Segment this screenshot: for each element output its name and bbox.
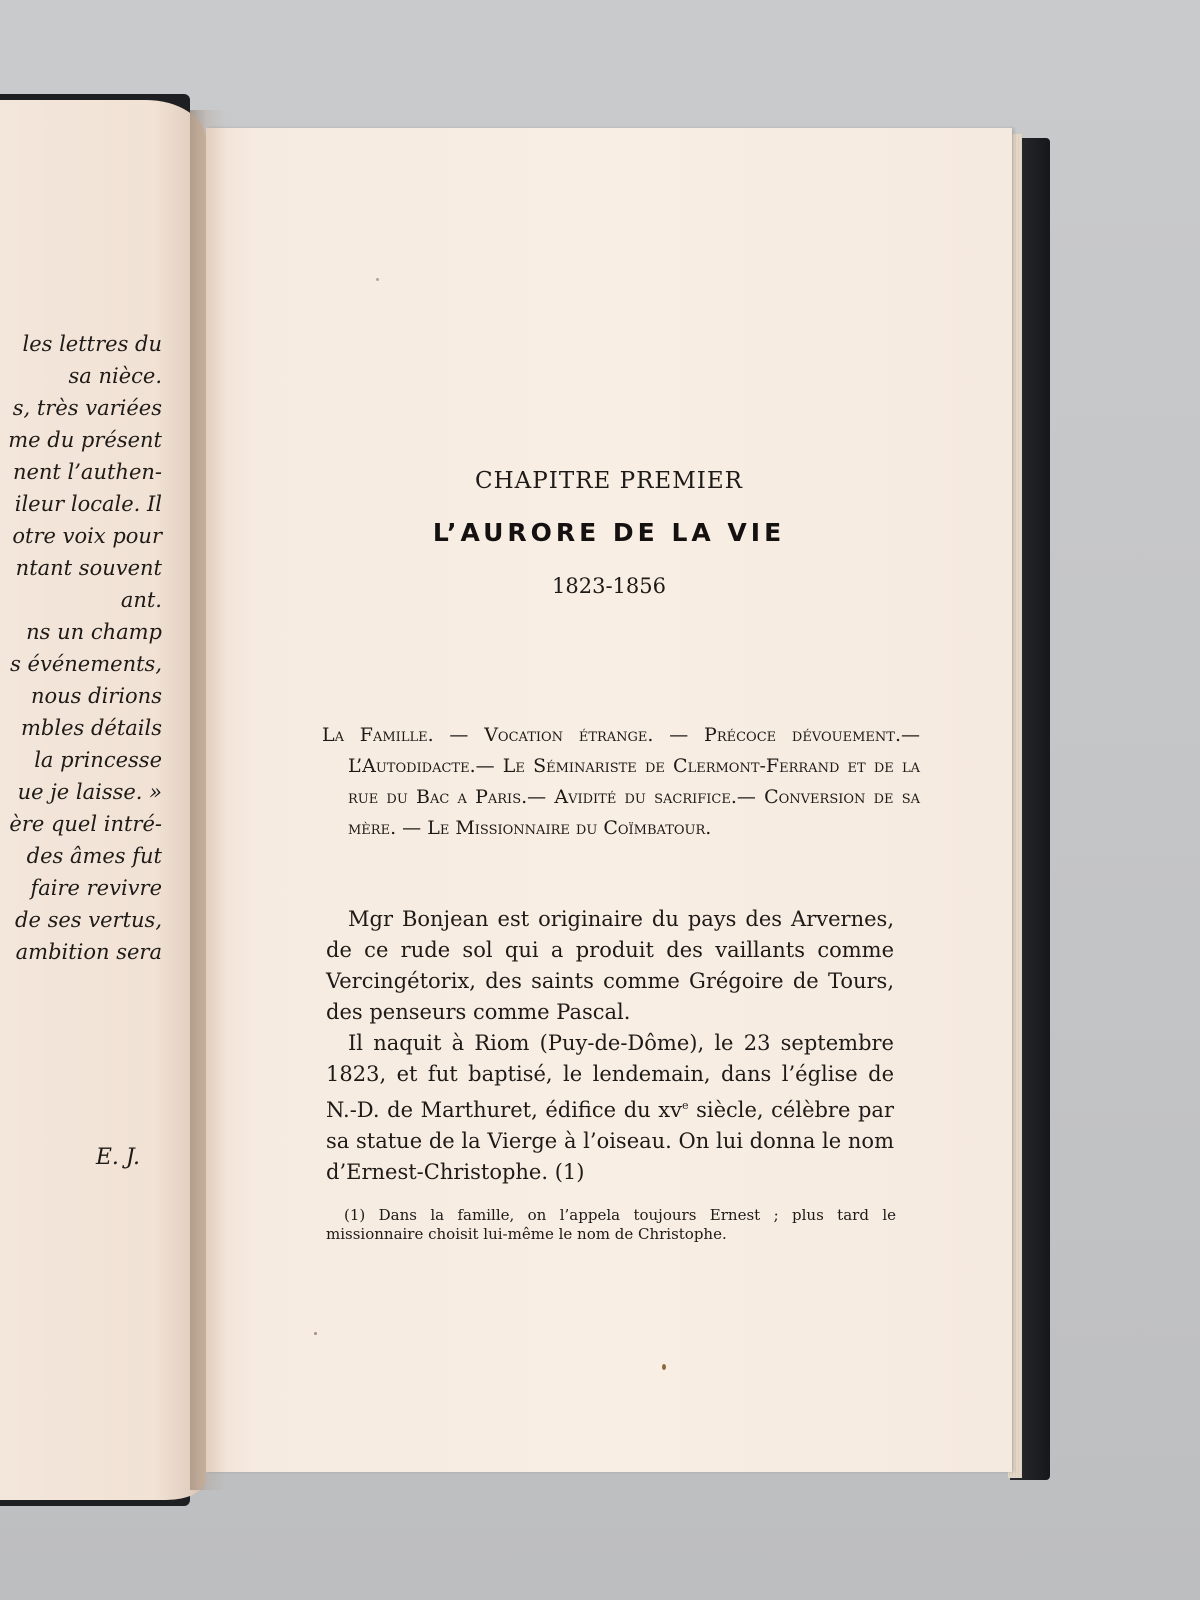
paragraph-2	[326, 1028, 894, 1188]
left-line: ns un champ	[26, 620, 162, 644]
left-line: s, très variées	[12, 396, 162, 420]
gutter-shadow	[190, 110, 226, 1490]
left-line: ambition sera	[15, 940, 162, 964]
left-page-text	[0, 328, 162, 968]
body-text	[326, 904, 894, 1188]
paragraph-2-part-b: siècle, célèbre par sa statue de la Vierge à l’oiseau. On lui donna le nom d’Ernest-Christophe. (1)	[326, 1098, 894, 1184]
left-line: ue je laisse. »	[17, 780, 162, 804]
left-line: mbles détails	[21, 716, 162, 740]
chapter-label: CHAPITRE PREMIER	[475, 468, 743, 494]
paper-speck	[376, 278, 379, 281]
paragraph-1: Mgr Bonjean est originaire du pays des Arvernes, de ce rude sol qui a produit des vaillants comme Vercingétorix, des saints comme Grégoire de Tours, des penseurs comme Pascal.	[326, 907, 894, 1024]
left-line: les lettres du	[22, 332, 162, 356]
left-line: sa nièce.	[68, 364, 162, 388]
left-line: me du présent	[8, 428, 162, 452]
left-line: ileur locale. Il	[14, 492, 162, 516]
left-line: faire revivre	[30, 876, 162, 900]
left-line: otre voix pour	[12, 524, 162, 548]
left-line: s événements,	[10, 652, 162, 676]
century-superscript: e	[681, 1099, 689, 1112]
paper-speck	[662, 1364, 666, 1370]
left-page-signature: E. J.	[95, 1145, 140, 1170]
paragraph-2-part-a: Il naquit à Riom (Puy-de-Dôme), le 23 septembre 1823, et fut baptisé, le lendemain, dans l’église de N.-D. de Marthuret, édifice du xv	[326, 1031, 894, 1122]
left-line: des âmes fut	[26, 844, 162, 868]
left-page	[0, 100, 206, 1500]
left-line: nous dirions	[30, 684, 162, 708]
left-line: ant.	[120, 588, 162, 612]
left-line: la princesse	[34, 748, 162, 772]
left-line: ntant souvent	[15, 556, 162, 580]
paper-speck	[314, 1332, 317, 1335]
left-line: nent l’authen-	[12, 460, 162, 484]
footnote: (1) Dans la famille, on l’appela toujours Ernest ; plus tard le missionnaire choisit lui-même le nom de Christophe.	[326, 1206, 896, 1243]
chapter-title: L’AURORE DE LA VIE	[432, 518, 786, 547]
chapter-summary: La Famille. — Vocation étrange. — Précoce dévouement.— L’Autodidacte.— Le Séminariste de Clermont-Ferrand et de la rue du Bac a Paris.— Avidité du sacrifice.— Conversion de sa mère. — Le Missionnaire du Coïmbatour.	[322, 724, 920, 839]
left-line: de ses vertus,	[15, 908, 162, 932]
chapter-dates: 1823-1856	[552, 574, 666, 598]
left-line: ère quel intré-	[9, 812, 162, 836]
